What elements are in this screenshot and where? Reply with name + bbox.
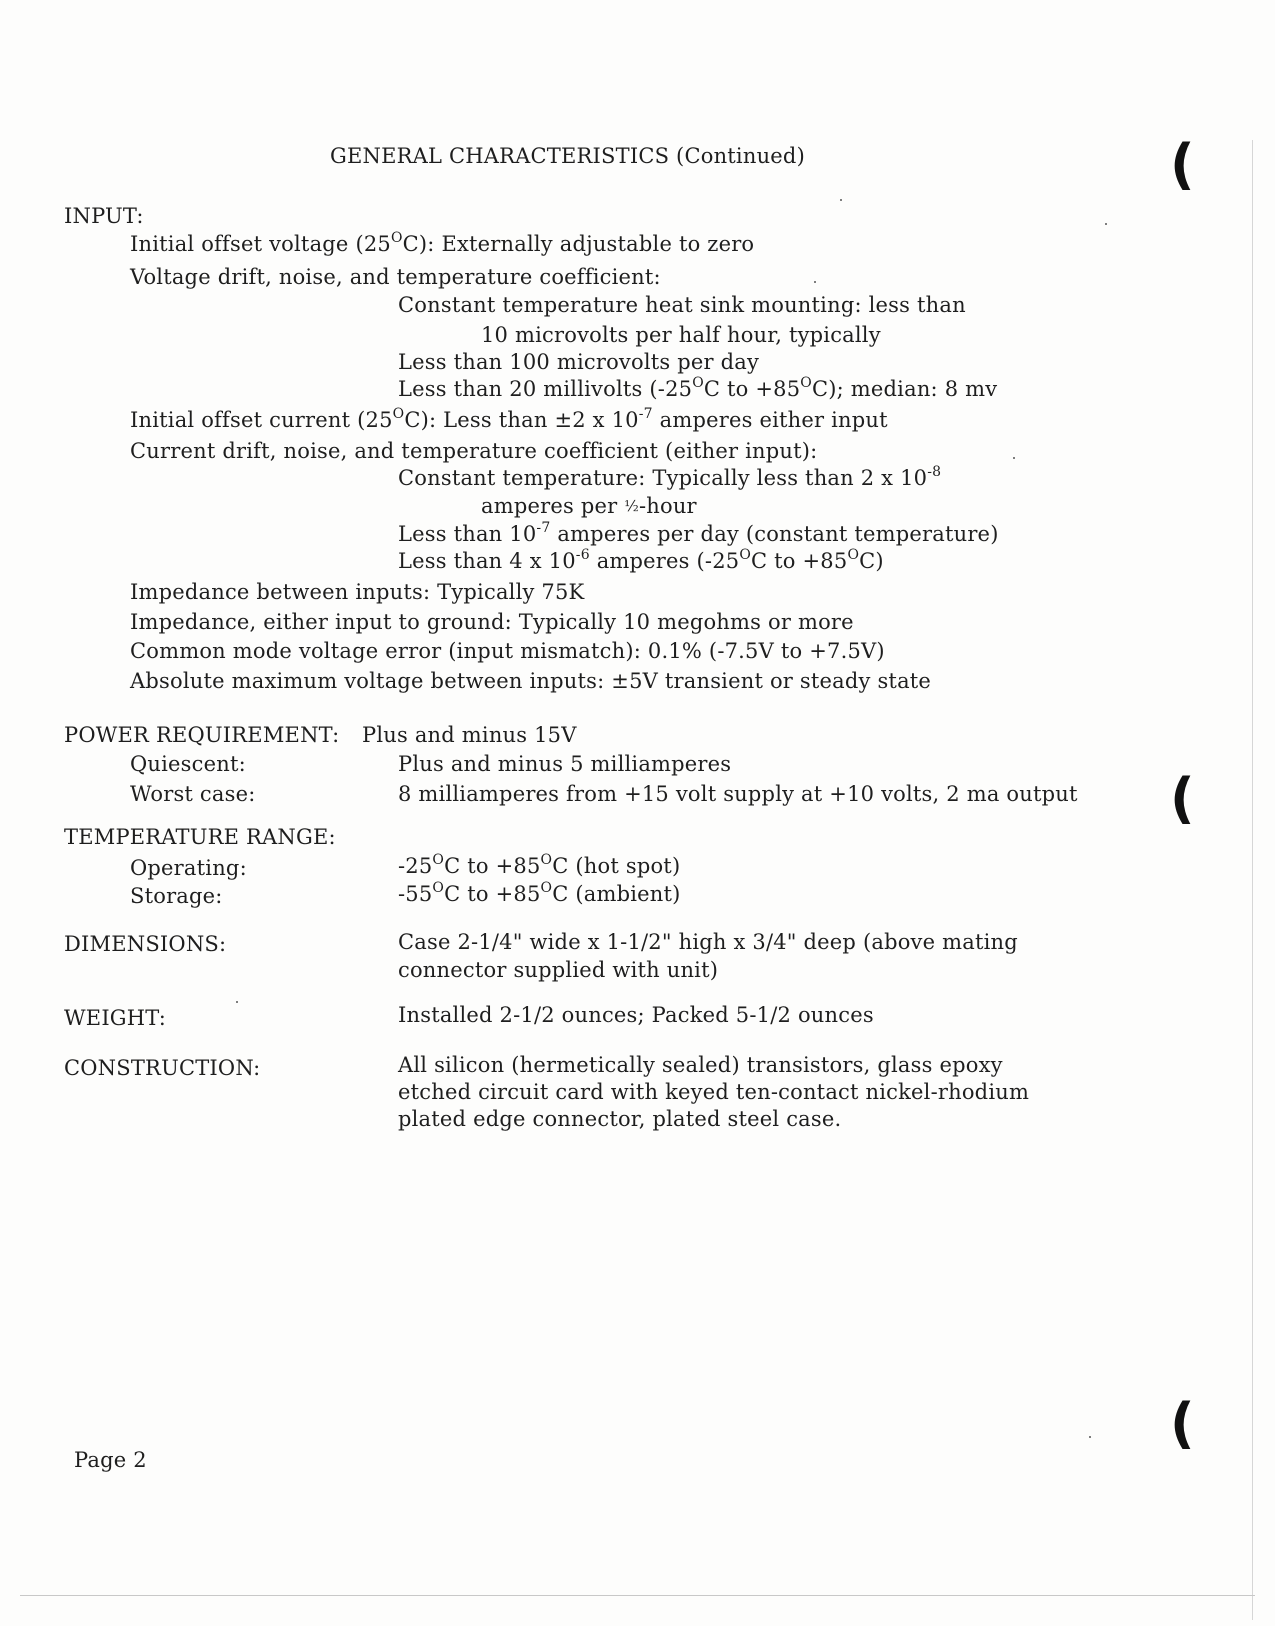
- scan-speck: [1089, 1436, 1091, 1438]
- voltage-drift-title: Voltage drift, noise, and temperature coefficient:: [130, 265, 661, 289]
- temperature-label: TEMPERATURE RANGE:: [64, 825, 336, 849]
- voltage-drift-line-3: Less than 20 millivolts ($-25^OC$ to $+85^OC$); median: 8 mv: [398, 375, 998, 401]
- binder-hole-mark-icon: (: [1170, 767, 1195, 830]
- impedance-to-ground: Impedance, either input to ground: Typically 10 megohms or more: [130, 610, 854, 634]
- scan-edge-line: [20, 1595, 1255, 1596]
- power-value: Plus and minus 15V: [362, 723, 577, 747]
- voltage-drift-line-1b: 10 microvolts per half hour, typically: [481, 323, 881, 347]
- quiescent-value: Plus and minus 5 milliamperes: [398, 752, 732, 776]
- dimensions-label: DIMENSIONS:: [64, 932, 227, 956]
- scan-speck: [1105, 223, 1107, 225]
- scan-speck: [814, 281, 816, 283]
- voltage-drift-line-1a: Constant temperature heat sink mounting: less than: [398, 293, 966, 317]
- current-drift-title: Current drift, noise, and temperature coefficient (either input):: [130, 439, 818, 463]
- storage-value: $-55^OC$ to $+85^OC$ (ambient): [398, 880, 681, 906]
- power-label: POWER REQUIREMENT:: [64, 723, 340, 747]
- quiescent-label: Quiescent:: [130, 752, 246, 776]
- current-drift-line-2: Less than $10^{-7}$ amperes per day (constant temperature): [398, 520, 999, 546]
- input-label: INPUT:: [64, 204, 144, 228]
- worst-case-label: Worst case:: [130, 782, 256, 806]
- construction-line-1: All silicon (hermetically sealed) transistors, glass epoxy: [398, 1053, 1003, 1077]
- storage-label: Storage:: [130, 884, 223, 908]
- binder-hole-mark-icon: (: [1170, 133, 1195, 196]
- current-drift-line-1b: amperes per ½-hour: [481, 494, 697, 518]
- binder-hole-mark-icon: (: [1170, 1392, 1195, 1455]
- dimensions-line-1: Case 2-1/4" wide x 1-1/2" high x 3/4" deep (above mating: [398, 930, 1018, 954]
- construction-line-3: plated edge connector, plated steel case.: [398, 1107, 842, 1131]
- scan-speck: [840, 199, 842, 201]
- operating-value: $-25^OC$ to $+85^OC$ (hot spot): [398, 852, 681, 878]
- common-mode-error: Common mode voltage error (input mismatch): 0.1% (-7.5V to +7.5V): [130, 639, 885, 663]
- operating-label: Operating:: [130, 856, 247, 880]
- page-number: Page 2: [74, 1448, 147, 1472]
- page-title: GENERAL CHARACTERISTICS (Continued): [330, 144, 805, 168]
- construction-line-2: etched circuit card with keyed ten-contact nickel-rhodium: [398, 1080, 1030, 1104]
- weight-label: WEIGHT:: [64, 1006, 167, 1030]
- worst-case-value: 8 milliamperes from +15 volt supply at +10 volts, 2 ma output: [398, 782, 1078, 806]
- absolute-max-voltage: Absolute maximum voltage between inputs: ±5V transient or steady state: [130, 669, 932, 693]
- impedance-between-inputs: Impedance between inputs: Typically 75K: [130, 580, 585, 604]
- voltage-drift-line-2: Less than 100 microvolts per day: [398, 350, 760, 374]
- scan-speck: [1013, 457, 1015, 459]
- offset-voltage: Initial offset voltage $(25^OC)$: Externally adjustable to zero: [130, 230, 755, 256]
- scan-speck: [236, 1001, 238, 1003]
- dimensions-line-2: connector supplied with unit): [398, 958, 719, 982]
- construction-label: CONSTRUCTION:: [64, 1056, 261, 1080]
- offset-current: Initial offset current $(25^OC)$: Less than ±2 x $10^{-7}$ amperes either input: [130, 406, 888, 432]
- current-drift-line-1: Constant temperature: Typically less than 2 x $10^{-8}$: [398, 464, 942, 490]
- weight-value: Installed 2-1/2 ounces; Packed 5-1/2 ounces: [398, 1003, 874, 1027]
- current-drift-line-3: Less than 4 x $10^{-6}$ amperes ($-25^OC$ to $+85^OC$): [398, 547, 884, 573]
- scan-edge-line: [1252, 140, 1253, 1620]
